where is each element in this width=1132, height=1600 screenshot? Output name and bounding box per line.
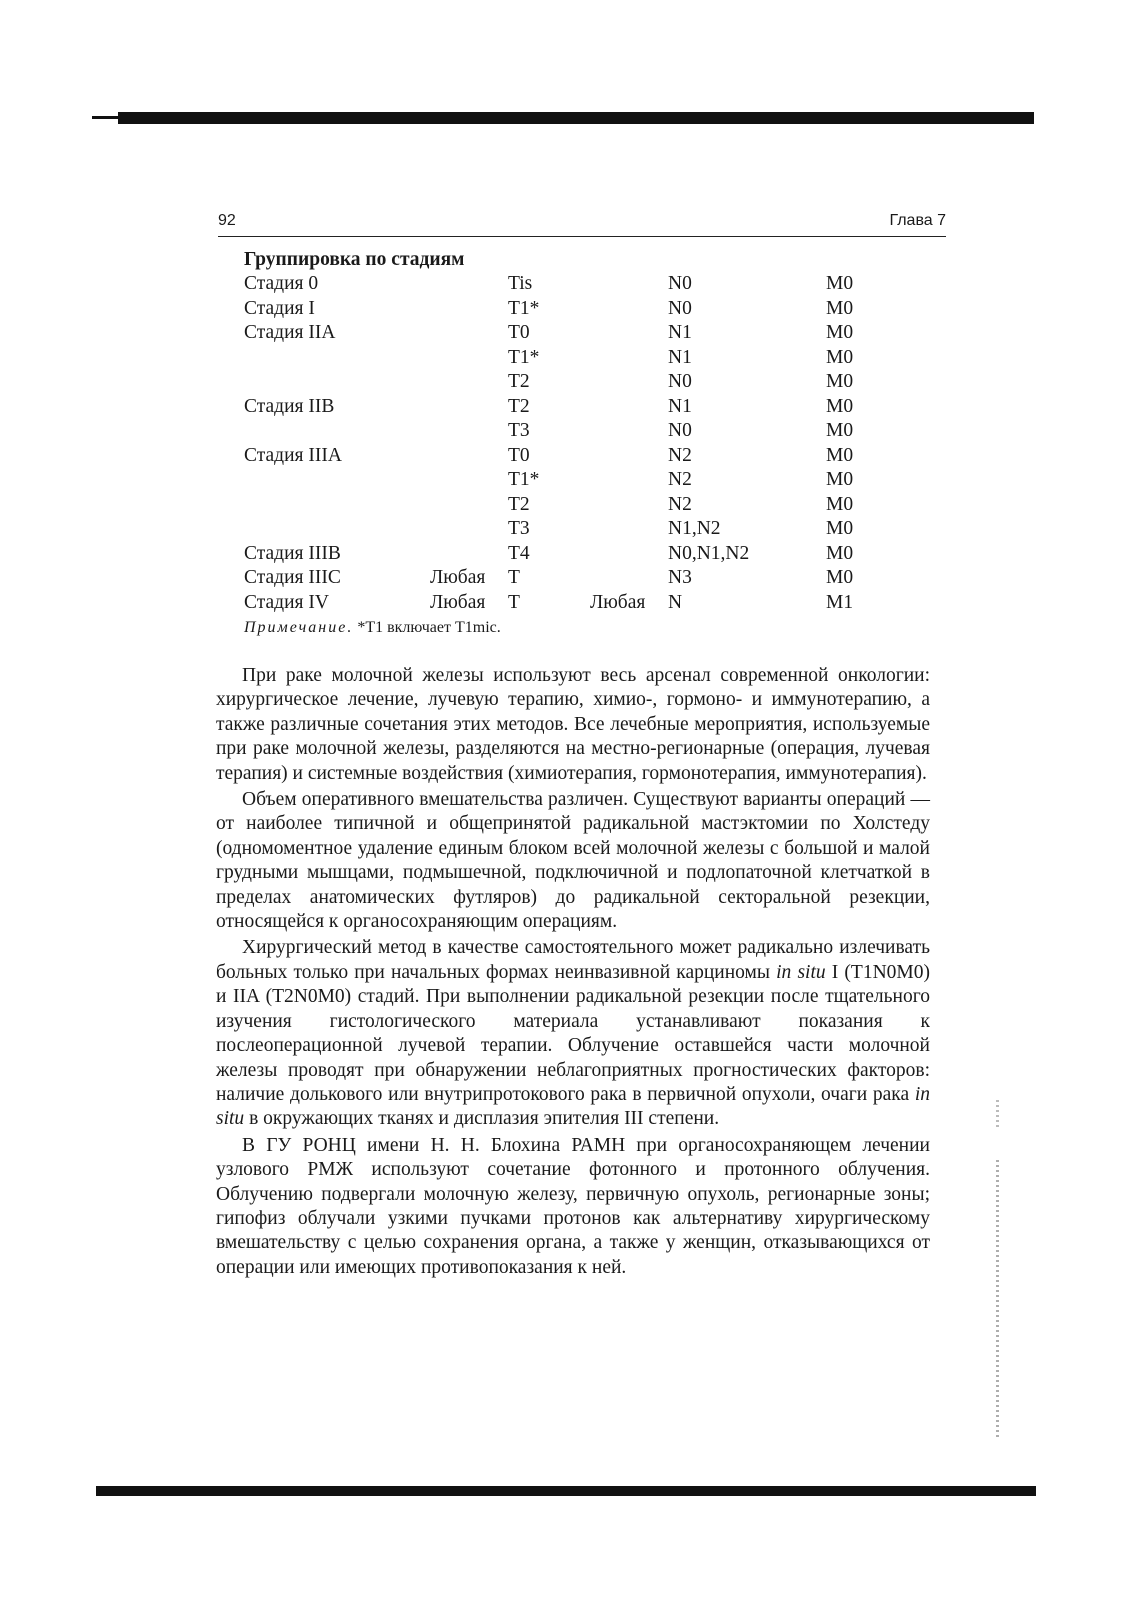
- n-cell: N: [668, 591, 683, 613]
- table-row: [244, 517, 884, 542]
- n-cell: N2: [668, 493, 692, 515]
- t-cell: T2: [508, 371, 530, 392]
- note-text: *T1 включает T1mic.: [353, 619, 501, 636]
- stage-cell: Стадия IIIA: [244, 444, 342, 466]
- stage-cell: Стадия IIA: [244, 322, 336, 343]
- stage-cell: Стадия IIB: [244, 395, 335, 417]
- italic-run: in situ: [776, 961, 826, 983]
- table-row: [244, 591, 884, 616]
- text-run: I (T1N0M0) и IIA (T2N0M0) стадий. При выполнении радикальной резекции после тщательного изучения гистологического материала устанавливают показания к послеоперационной лучевой терапии. Облучение оставшейся части молочной железы проводят при обнаружении неблагоприятных прогностических факторов: наличие долькового или внутрипротокового рака в первичной опухоли, очаги рака: [216, 961, 930, 1105]
- m-cell: M0: [826, 542, 854, 564]
- m-cell: M0: [826, 420, 854, 441]
- stage-cell: Стадия IIIC: [244, 567, 341, 588]
- table-row: [244, 468, 884, 493]
- m-cell: M1: [826, 591, 854, 613]
- m-cell: M0: [826, 395, 854, 417]
- table-body: [244, 272, 884, 615]
- t-cell: T0: [508, 322, 530, 343]
- t-cell: Tis: [508, 273, 533, 294]
- table-row: [244, 542, 884, 567]
- table-row: [244, 566, 884, 591]
- n-cell: N0: [668, 273, 692, 294]
- running-head: [218, 210, 946, 237]
- table-row: [244, 346, 884, 371]
- n-cell: N2: [668, 469, 692, 490]
- paragraph: [216, 1134, 930, 1280]
- stage-cell: Стадия 0: [244, 273, 319, 294]
- n-cell: N1: [668, 395, 692, 417]
- t-cell: T0: [508, 444, 530, 466]
- m-cell: M0: [826, 322, 854, 343]
- t-cell: T4: [508, 542, 530, 564]
- t-any-cell: Любая: [430, 567, 486, 588]
- table-note: [244, 617, 884, 639]
- paragraph: [216, 664, 930, 786]
- text-run: В ГУ РОНЦ имени Н. Н. Блохина РАМН при органосохраняющем лечении узлового РМЖ используют сочетание фотонного и протонного облучения. Облучению подвергали молочную железу, первичную опухоль, регионарные зоны; гипофиз облучали узкими пучками протонов как альтернативу хирургическому вмешательству с целью сохранения органа, а также у женщин, отказывающихся от операции или имеющих противопоказания к ней.: [216, 1134, 930, 1278]
- table-row: [244, 370, 884, 395]
- n-cell: N1,N2: [668, 518, 721, 539]
- t-any-cell: Любая: [430, 591, 486, 613]
- t-cell: T1*: [508, 469, 540, 490]
- m-cell: M0: [826, 518, 854, 539]
- paragraph: [216, 936, 930, 1131]
- n-any-cell: Любая: [590, 591, 646, 613]
- text-run: Объем оперативного вмешательства различен. Существуют варианты операций — от наиболее типичной и общепринятой радикальной мастэктомии по Холстеду (одномоментное удаление единым блоком всей молочной железы с большой и малой грудными мышцами, подмышечной, подключичной и подлопаточной клетчаткой в пределах анатомических футляров) до радикальной секторальной резекции, относящейся к органосохраняющим операциям.: [216, 789, 930, 933]
- italic-run: in situ: [216, 1083, 930, 1130]
- m-cell: M0: [826, 346, 854, 368]
- page-number: 92: [218, 212, 236, 229]
- stage-cell: Стадия I: [244, 297, 315, 319]
- chapter-title: Глава 7: [889, 212, 946, 229]
- m-cell: M0: [826, 469, 854, 490]
- n-cell: N2: [668, 444, 692, 466]
- t-cell: T2: [508, 493, 530, 515]
- table-row: [244, 493, 884, 518]
- m-cell: M0: [826, 371, 854, 392]
- body-text: [216, 664, 930, 1282]
- table-title: Группировка по стадиям: [244, 249, 465, 270]
- n-cell: N3: [668, 567, 692, 588]
- table-row: [244, 321, 884, 346]
- n-cell: N0: [668, 297, 692, 319]
- table-row: [244, 272, 884, 297]
- n-cell: N0,N1,N2: [668, 542, 750, 564]
- m-cell: M0: [826, 493, 854, 515]
- text-run: При раке молочной железы используют весь арсенал современной онкологии: хирургическое лечение, лучевую терапию, химио-, гормоно- и иммунотерапию, а также различные сочетания этих методов. Все лечебные мероприятия, используемые при раке молочной железы, разделяются на местно-регионарные (операция, лучевая терапия) и системные воздействия (химиотерапия, гормонотерапия, иммунотерапия).: [216, 665, 930, 784]
- t-cell: T3: [508, 518, 530, 539]
- table-row: [244, 419, 884, 444]
- stage-cell: Стадия IIIB: [244, 542, 341, 564]
- m-cell: M0: [826, 297, 854, 319]
- t-cell: T3: [508, 420, 530, 441]
- table-row: [244, 297, 884, 322]
- note-label: Примечание.: [244, 619, 354, 636]
- stage-grouping-table: [244, 248, 884, 639]
- t-cell: T: [508, 591, 520, 613]
- n-cell: N0: [668, 420, 692, 441]
- scan-border-top: [118, 112, 1034, 124]
- table-row: [244, 444, 884, 469]
- n-cell: N0: [668, 371, 692, 392]
- n-cell: N1: [668, 322, 692, 343]
- scan-border-bottom: [96, 1486, 1036, 1496]
- scan-edge-noise: [996, 1160, 999, 1440]
- t-cell: T2: [508, 395, 530, 417]
- t-cell: T1*: [508, 297, 540, 319]
- text-run: в окружающих тканях и дисплазия эпителия III степени.: [244, 1108, 720, 1130]
- text-run: Хирургический метод в качестве самостоятельного может радикально излечивать больных только при начальных формах неинвазивной карциномы: [216, 937, 930, 983]
- t-cell: T: [508, 567, 520, 588]
- m-cell: M0: [826, 444, 854, 466]
- m-cell: M0: [826, 567, 854, 588]
- t-cell: T1*: [508, 346, 540, 368]
- paragraph: [216, 788, 930, 934]
- table-row: [244, 395, 884, 420]
- stage-cell: Стадия IV: [244, 591, 329, 613]
- m-cell: M0: [826, 273, 854, 294]
- n-cell: N1: [668, 346, 692, 368]
- scan-edge-noise: [996, 1100, 999, 1130]
